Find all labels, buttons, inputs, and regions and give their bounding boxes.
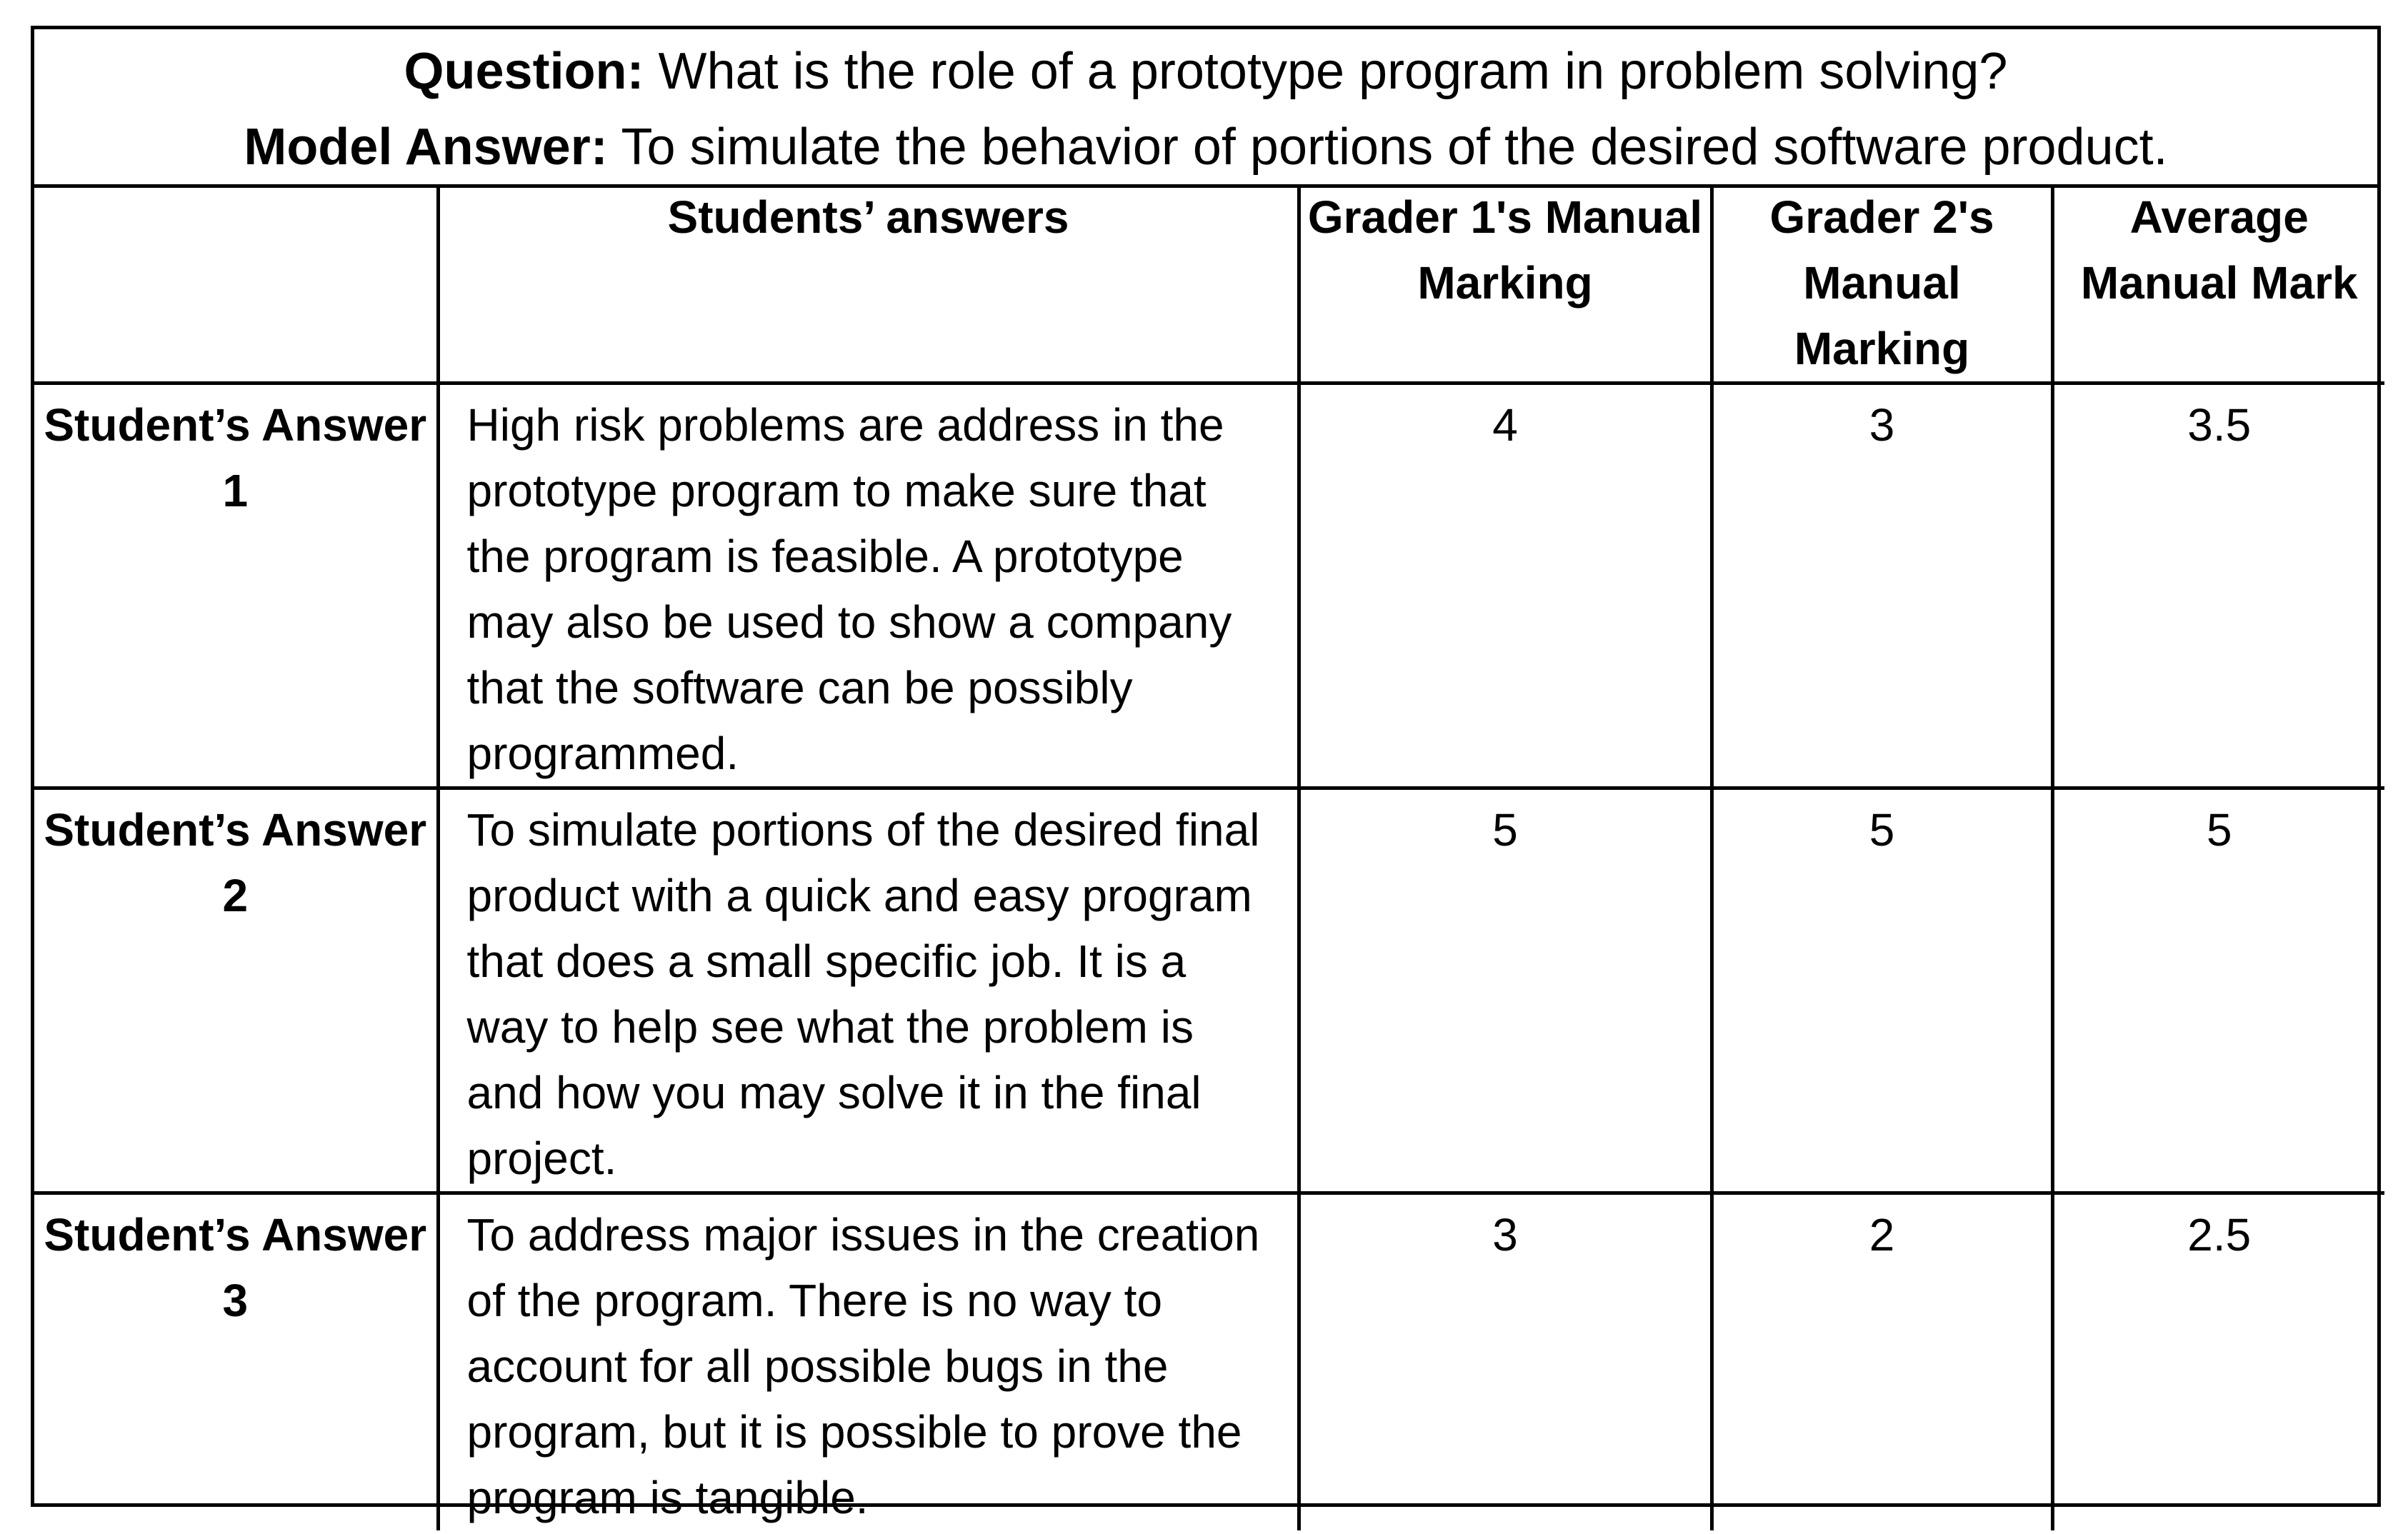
header-cell-average: Average Manual Mark	[2052, 184, 2384, 384]
grader2-mark: 3	[1712, 384, 2052, 788]
grader2-mark: 5	[1712, 788, 2052, 1193]
model-answer-label: Model Answer:	[244, 119, 608, 176]
table-row	[34, 788, 2384, 1193]
row-label: Student’s Answer 2	[34, 788, 438, 1193]
table-row	[34, 384, 2384, 788]
grader2-mark: 2	[1712, 1193, 2052, 1531]
row-label: Student’s Answer 3	[34, 1193, 438, 1531]
grader1-mark: 5	[1299, 788, 1712, 1193]
question-header	[34, 29, 2377, 188]
student-answer-text: High risk problems are address in the prototype program to make sure that the program is feasible. A prototype may also be used to show a company that the software can be possibly programmed.	[438, 384, 1299, 788]
answers-table	[34, 184, 2384, 1530]
grading-table-document	[31, 26, 2381, 1523]
average-mark: 3.5	[2052, 384, 2384, 788]
grader1-mark: 3	[1299, 1193, 1712, 1531]
header-cell-grader1: Grader 1's Manual Marking	[1299, 184, 1712, 384]
table-row	[34, 1193, 2384, 1531]
question-text: What is the role of a prototype program in problem solving?	[658, 43, 2008, 100]
student-answer-text: To simulate portions of the desired final product with a quick and easy program that does a small specific job. It is a way to help see what the problem is and how you may solve it in the final project.	[438, 788, 1299, 1193]
model-answer-text: To simulate the behavior of portions of the desired software product.	[621, 119, 2168, 176]
question-line	[34, 34, 2377, 109]
average-mark: 2.5	[2052, 1193, 2384, 1531]
student-answer-text: To address major issues in the creation of the program. There is no way to account for all possible bugs in the program, but it is possible to prove the program is tangible.	[438, 1193, 1299, 1531]
row-label: Student’s Answer 1	[34, 384, 438, 788]
table-header-row	[34, 184, 2384, 384]
model-answer-line	[34, 109, 2377, 185]
header-cell-students-answers: Students’ answers	[438, 184, 1299, 384]
question-label: Question:	[404, 43, 644, 100]
average-mark: 5	[2052, 788, 2384, 1193]
header-cell-blank	[34, 184, 438, 384]
grader1-mark: 4	[1299, 384, 1712, 788]
header-cell-grader2: Grader 2's Manual Marking	[1712, 184, 2052, 384]
